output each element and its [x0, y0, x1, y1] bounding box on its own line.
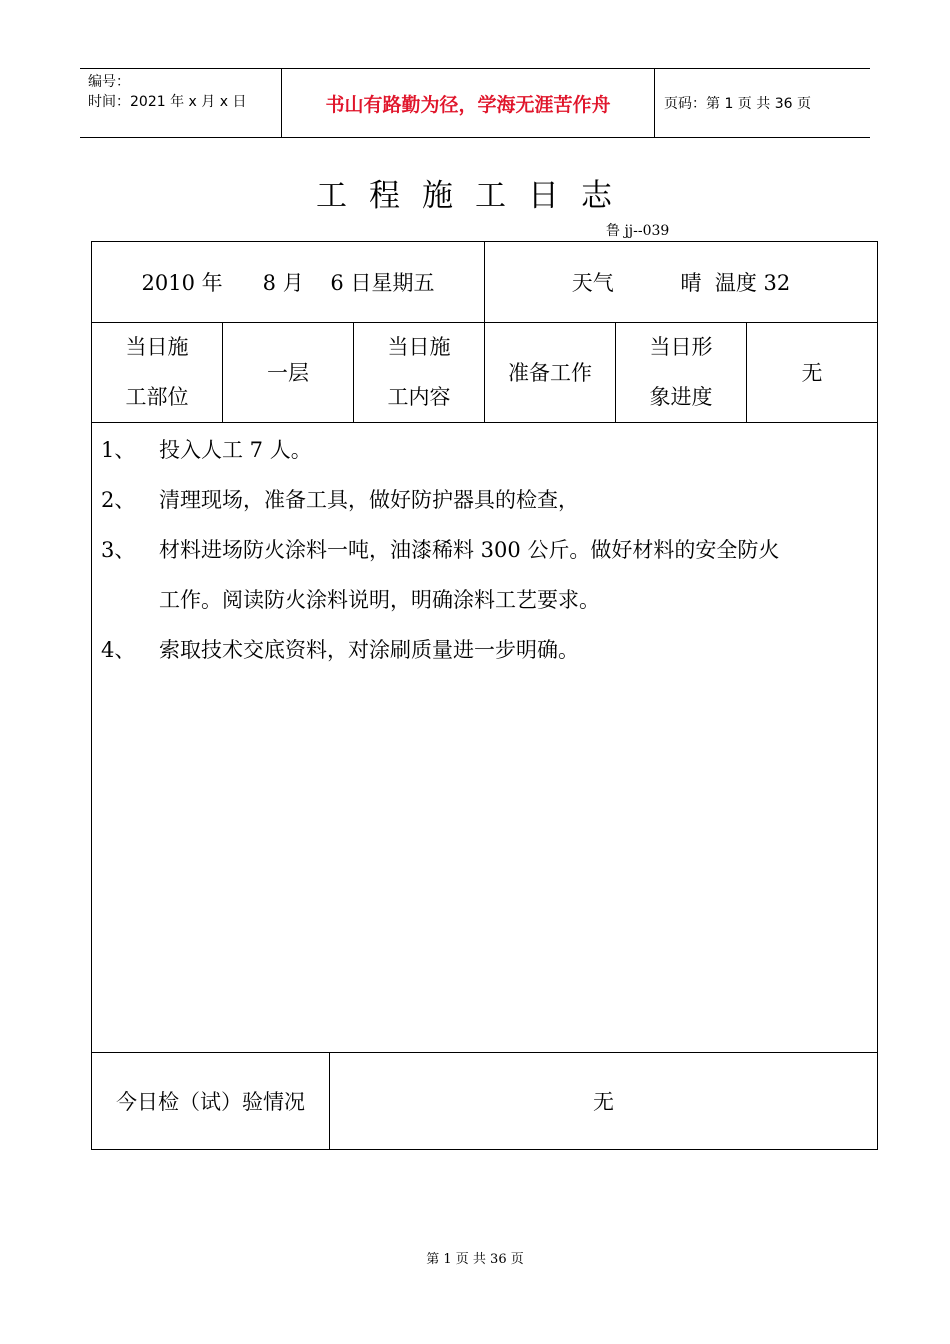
part-label-line1: 当日施	[125, 335, 189, 359]
part-value: 一层	[267, 361, 309, 385]
header-page-info: 页码：第 1 页 共 36 页	[664, 96, 811, 112]
page-footer: 第 1 页 共 36 页	[426, 1252, 524, 1267]
progress-label-line1: 当日形	[649, 335, 713, 359]
time-label: 时间：2021 年 x 月 x 日	[88, 94, 247, 110]
number-label: 编号：	[88, 74, 130, 90]
item-text: 投入人工 7 人。	[159, 438, 312, 462]
content-label-line1: 当日施	[387, 335, 451, 359]
log-table	[91, 241, 878, 1150]
item-text: 材料进场防火涂料一吨，油漆稀料 300 公斤。做好材料的安全防火	[159, 538, 780, 562]
part-label	[92, 322, 222, 422]
item-number: 1、	[101, 438, 136, 462]
date-cell: 2010 年 8 月 6 日星期五	[141, 271, 435, 295]
page-header	[80, 68, 870, 138]
content-label	[354, 322, 484, 422]
item-number: 3、	[101, 538, 136, 562]
item-number: 4、	[101, 638, 136, 662]
item-text: 工作。阅读防火涂料说明，明确涂料工艺要求。	[159, 588, 600, 612]
item-number: 2、	[101, 488, 136, 512]
content-label-line2: 工内容	[387, 385, 451, 409]
header-meta	[80, 69, 280, 137]
item-text: 索取技术交底资料，对涂刷质量进一步明确。	[159, 638, 579, 662]
progress-label-line2: 象进度	[649, 385, 713, 409]
doc-code: 鲁 jj--039	[606, 223, 670, 239]
row-divider	[92, 422, 877, 423]
progress-value: 无	[801, 361, 823, 385]
inspection-label: 今日检（试）验情况	[116, 1090, 305, 1114]
page-title: 工程施工日志	[316, 178, 634, 214]
item-text: 清理现场，准备工具，做好防护器具的检查，	[159, 488, 579, 512]
part-label-line2: 工部位	[125, 385, 189, 409]
inspection-value: 无	[593, 1090, 614, 1114]
header-motto: 书山有路勤为径，学海无涯苦作舟	[281, 69, 655, 137]
weather-cell: 天气 晴 温度 32	[571, 271, 791, 295]
progress-label	[616, 322, 746, 422]
content-value: 准备工作	[508, 361, 592, 385]
